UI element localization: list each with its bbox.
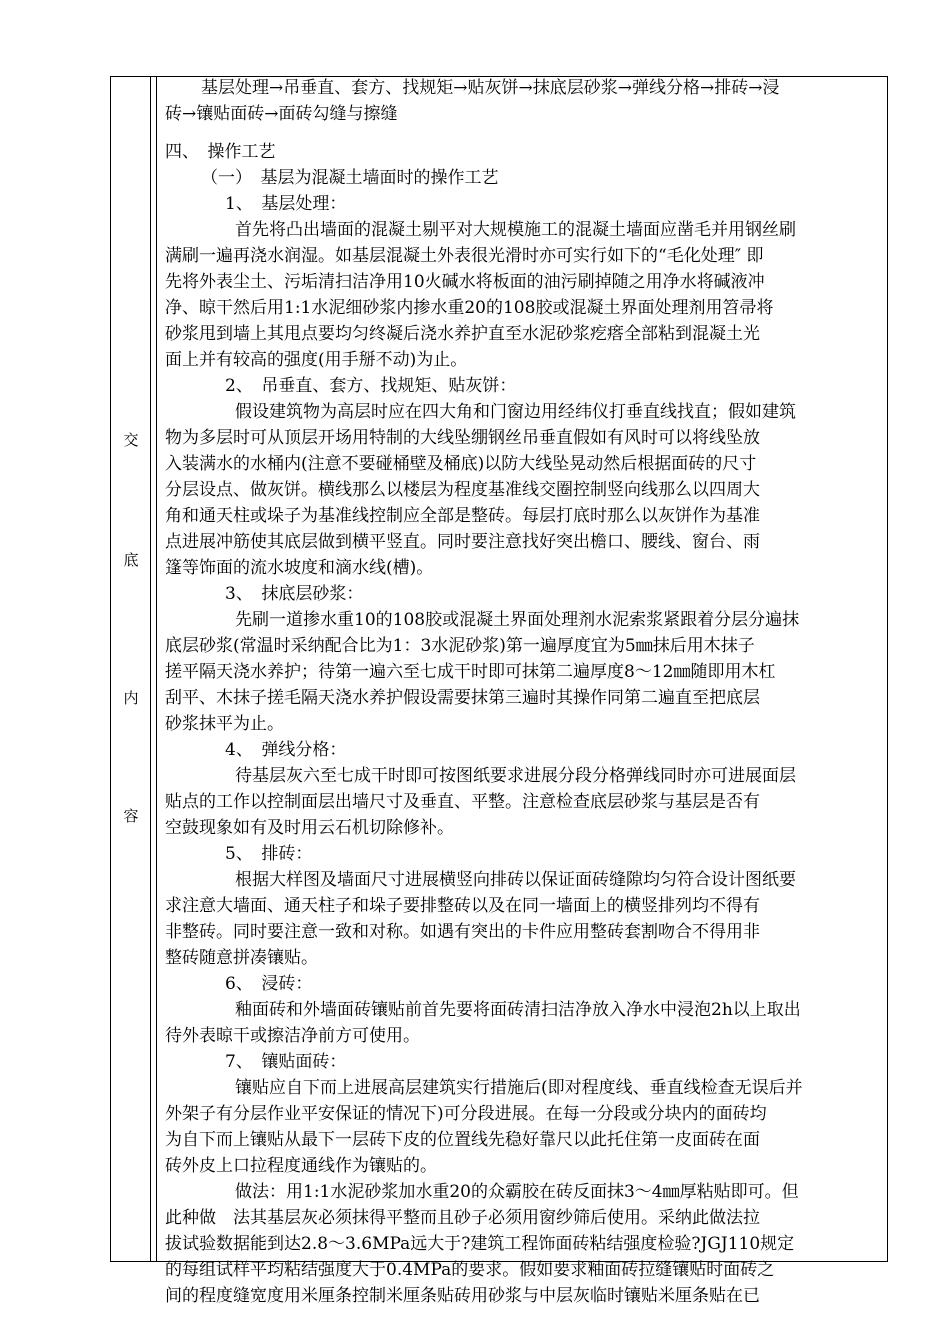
text-line: 面上并有较高的强度(用手掰不动)为止。 — [165, 350, 468, 370]
text-line: 假设建筑物为高层时应在四大角和门窗边用经纬仪打垂直线找直；假如建筑 — [235, 402, 796, 422]
text-line: 镶贴应自下而上进展高层建筑实行措施后(即对程度线、垂直线检查无误后并 — [235, 1078, 803, 1098]
text-line: 待外表晾干或擦洁净前方可使用。 — [165, 1026, 420, 1046]
label-char: 底 — [123, 551, 139, 569]
text-line: 搓平隔天浇水养护；待第一遍六至七成干时即可抹第二遍厚度8～12㎜随即用木杠 — [165, 662, 776, 682]
text-line: 砖外皮上口拉程度通线作为镶贴的。 — [165, 1156, 437, 1176]
text-line: 外架子有分层作业平安保证的情况下)可分段进展。在每一分段或分块内的面砖均 — [165, 1104, 767, 1124]
text-line: 3、 抹底层砂浆： — [225, 584, 364, 604]
text-line: 做法：用1:1水泥砂浆加水重20的众霸胶在砖反面抹3～4㎜厚粘贴即可。但 — [235, 1182, 799, 1202]
text-line: 贴点的工作以控制面层出墙尺寸及垂直、平整。注意检查底层砂浆与基层是否有 — [165, 792, 760, 812]
text-line: 求注意大墙面、通天柱子和垛子要排整砖以及在同一墙面上的横竖排列均不得有 — [165, 896, 760, 916]
text-line: 非整砖。同时要注意一致和对称。如遇有突出的卡件应用整砖套割吻合不得用非 — [165, 922, 760, 942]
text-line: 入装满水的水桶内(注意不要碰桶壁及桶底)以防大线坠晃动然后根据面砖的尺寸 — [165, 454, 757, 474]
text-line: 满刷一遍再浇水润湿。如基层混凝土外表很光滑时亦可实行如下的“毛化处理″ 即 — [165, 246, 764, 266]
label-char: 交 — [123, 431, 139, 449]
text-line: 基层处理→吊垂直、套方、找规矩→贴灰饼→抹底层砂浆→弹线分格→排砖→浸 — [201, 78, 780, 98]
text-line: 砂浆甩到墙上其甩点要均匀终凝后浇水养护直至水泥砂浆疙瘩全部粘到混凝土光 — [165, 324, 760, 344]
text-line: 拔试验数据能到达2.8～3.6MPa远大于?建筑工程饰面砖粘结强度检验?JGJ110规定 — [165, 1234, 795, 1254]
text-line: 空鼓现象如有及时用云石机切除修补。 — [165, 818, 454, 838]
text-line: 先将外表尘土、污垢清扫洁净用10火碱水将板面的油污刷掉随之用净水将碱液冲 — [165, 272, 765, 292]
text-line: 篷等饰面的流水坡度和滴水线(槽)。 — [165, 558, 434, 578]
text-line: 6、 浸砖： — [225, 974, 313, 994]
text-line: 1、 基层处理： — [225, 194, 347, 214]
text-line: 分层设点、做灰饼。横线那么以楼层为程度基准线交圈控制竖向线那么以四周大 — [165, 480, 760, 500]
text-line: 角和通天柱或垛子为基准线控制应全部是整砖。每层打底时那么以灰饼作为基准 — [165, 506, 760, 526]
text-line: 四、 操作工艺 — [165, 142, 276, 162]
text-line: 7、 镶贴面砖： — [225, 1052, 347, 1072]
text-line: 砖→镶贴面砖→面砖勾缝与擦缝 — [165, 104, 398, 124]
text-line: 2、 吊垂直、套方、找规矩、贴灰饼： — [225, 376, 517, 396]
text-line: 首先将凸出墙面的混凝土剔平对大规模施工的混凝土墙面应凿毛并用钢丝刷 — [235, 220, 796, 240]
text-line: 净、晾干然后用1:1水泥细砂浆内掺水重20的108胶或混凝土界面处理剂用笤帚将 — [165, 298, 774, 318]
text-line: 5、 排砖： — [225, 844, 313, 864]
label-column — [111, 77, 151, 1261]
text-line: 先刷一道掺水重10的108胶或混凝土界面处理剂水泥索浆紧跟着分层分遍抹 — [235, 610, 800, 630]
text-line: 根据大样图及墙面尺寸进展横竖向排砖以保证面砖缝隙均匀符合设计图纸要 — [235, 870, 796, 890]
text-line: 为自下而上镶贴从最下一层砖下皮的位置线先稳好靠尺以此托住第一皮面砖在面 — [165, 1130, 760, 1150]
label-char: 容 — [123, 807, 139, 825]
text-line: 的每组试样平均粘结强度大于0.4MPa的要求。假如要求釉面砖拉缝镶贴时面砖之 — [165, 1260, 775, 1280]
text-line: （一） 基层为混凝土墙面时的操作工艺 — [201, 168, 499, 188]
text-line: 整砖随意拼凑镶贴。 — [165, 948, 318, 968]
text-line: 物为多层时可从顶层开场用特制的大线坠绷钢丝吊垂直假如有风时可以将线坠放 — [165, 428, 760, 448]
text-line: 4、 弹线分格： — [225, 740, 347, 760]
text-line: 砂浆抹平为止。 — [165, 714, 284, 734]
text-line: 待基层灰六至七成干时即可按图纸要求进展分段分格弹线同时亦可进展面层 — [235, 766, 796, 786]
text-line: 此种做 法其基层灰必须抹得平整而且砂子必须用窗纱筛后使用。采纳此做法拉 — [165, 1208, 760, 1228]
document-table — [110, 76, 888, 1306]
text-line: 釉面砖和外墙面砖镶贴前首先要将面砖清扫洁净放入净水中浸泡2h以上取出 — [235, 1000, 801, 1020]
text-line: 间的程度缝宽度用米厘条控制米厘条贴砖用砂浆与中层灰临时镶贴米厘条贴在已 — [165, 1286, 760, 1306]
text-line: 底层砂浆(常温时采纳配合比为1：3水泥砂浆)第一遍厚度宜为5㎜抹后用木抹子 — [165, 636, 755, 656]
text-line: 点进展冲筋使其底层做到横平竖直。同时要注意找好突出檐口、腰线、窗台、雨 — [165, 532, 760, 552]
text-line: 刮平、木抹子搓毛隔天浇水养护假设需要抹第三遍时其操作同第二遍直至把底层 — [165, 688, 760, 708]
content-cell — [157, 77, 887, 1306]
label-char: 内 — [123, 689, 139, 707]
